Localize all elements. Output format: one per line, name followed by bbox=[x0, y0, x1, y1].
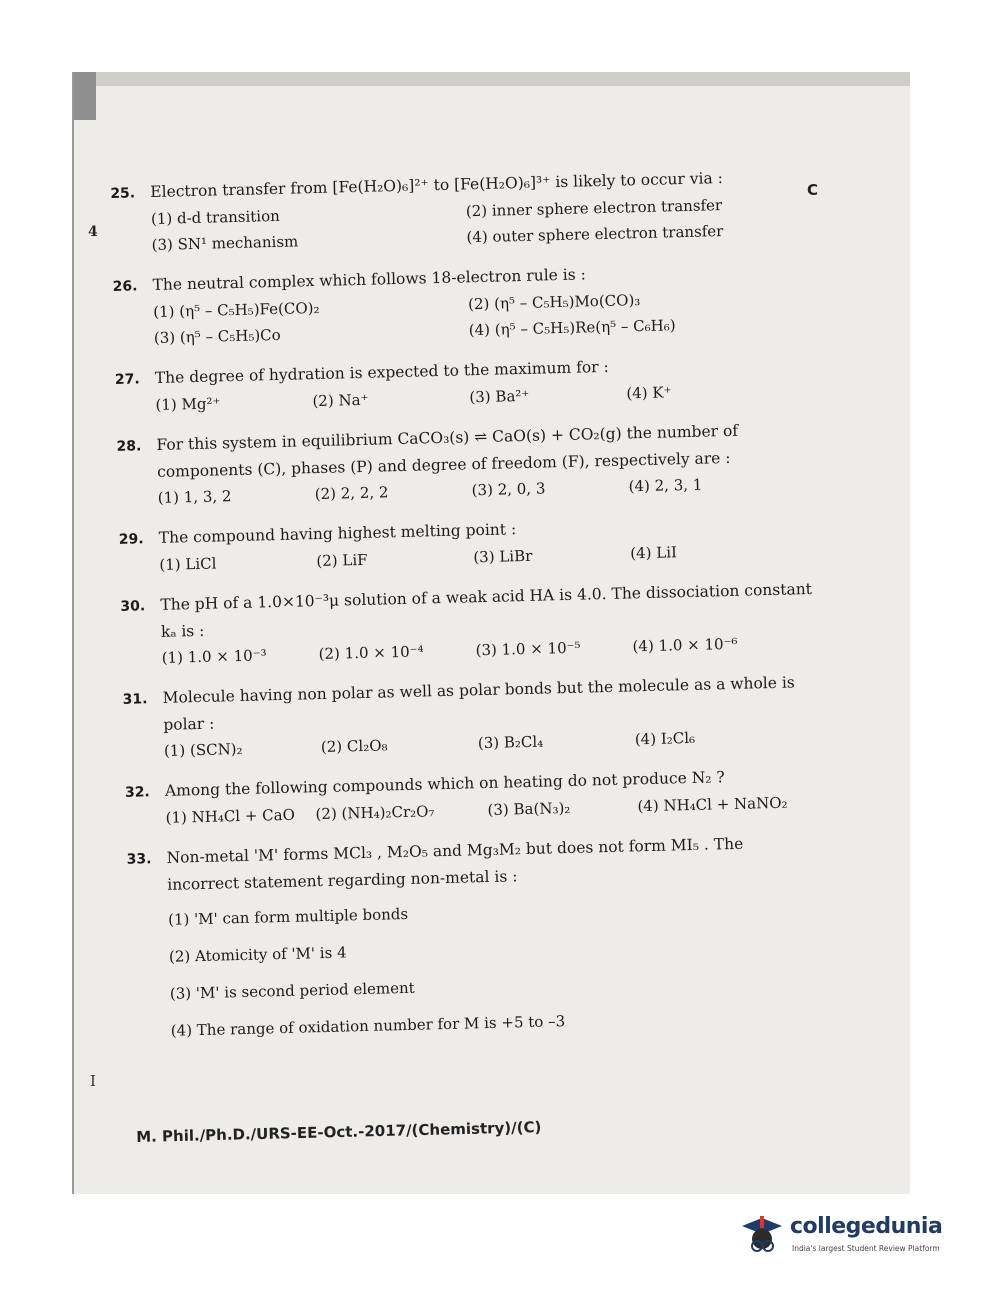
paper-set-letter: C bbox=[807, 181, 819, 199]
question-number: 26. bbox=[112, 278, 138, 295]
scan-top-edge bbox=[74, 72, 910, 86]
option-1: (1) (SCN)₂ bbox=[163, 739, 243, 760]
option-1: (1) LiCl bbox=[159, 554, 217, 574]
option-2: (2) (η⁵ – C₅H₅)Mo(CO)₃ bbox=[467, 291, 641, 314]
option-1: (1) 1, 3, 2 bbox=[157, 487, 232, 507]
option-4: (4) LiI bbox=[630, 543, 678, 563]
option-4: (4) 2, 3, 1 bbox=[628, 475, 703, 496]
option-3: (3) 2, 0, 3 bbox=[471, 479, 546, 500]
option-3: (3) Ba²⁺ bbox=[469, 386, 530, 407]
option-3: (3) 'M' is second period element bbox=[169, 978, 415, 1003]
option-3: (3) SN¹ mechanism bbox=[151, 232, 299, 255]
page-number: 4 bbox=[88, 224, 98, 240]
logo-tagline: India's largest Student Review Platform bbox=[792, 1244, 940, 1253]
question-text-cont: polar : bbox=[163, 714, 215, 734]
option-2: (2) inner sphere electron transfer bbox=[465, 196, 723, 221]
option-4: (4) I₂Cl₆ bbox=[634, 728, 696, 749]
question-29 bbox=[118, 507, 879, 579]
logo-wordmark: collegedunia bbox=[790, 1214, 943, 1239]
option-4: (4) outer sphere electron transfer bbox=[466, 222, 724, 247]
option-4: (4) NH₄Cl + NaNO₂ bbox=[637, 793, 788, 816]
question-text: The pH of a 1.0×10⁻³μ solution of a weak acid HA is 4.0. The dissociation constant bbox=[160, 579, 813, 614]
question-number: 30. bbox=[120, 598, 146, 615]
option-4: (4) K⁺ bbox=[626, 383, 672, 403]
option-1: (1) 1.0 × 10⁻³ bbox=[161, 646, 267, 667]
question-number: 31. bbox=[122, 691, 148, 708]
option-3: (3) 1.0 × 10⁻⁵ bbox=[475, 638, 581, 660]
option-3: (3) (η⁵ – C₅H₅)Co bbox=[153, 325, 281, 347]
graduate-mascot-icon bbox=[738, 1212, 784, 1256]
question-33 bbox=[126, 827, 891, 1051]
option-4: (4) 1.0 × 10⁻⁶ bbox=[632, 634, 738, 656]
margin-mark: I bbox=[90, 1072, 96, 1090]
question-31 bbox=[122, 667, 884, 765]
option-2: (2) (NH₄)₂Cr₂O₇ bbox=[315, 802, 435, 824]
question-number: 27. bbox=[114, 371, 140, 388]
question-text: Molecule having non polar as well as polar bonds but the molecule as a whole is bbox=[162, 673, 795, 707]
option-2: (2) LiF bbox=[316, 550, 368, 571]
option-2: (2) 2, 2, 2 bbox=[314, 483, 389, 504]
question-text: Among the following compounds which on heating do not produce N₂ ? bbox=[164, 768, 725, 800]
option-3: (3) Ba(N₃)₂ bbox=[487, 798, 571, 819]
question-number: 33. bbox=[126, 851, 152, 868]
question-text: Electron transfer from [Fe(H₂O)₆]²⁺ to [Fe(H₂O)₆]³⁺ is likely to occur via : bbox=[150, 169, 724, 202]
collegedunia-logo[interactable] bbox=[738, 1210, 968, 1260]
question-text: The degree of hydration is expected to the maximum for : bbox=[154, 357, 609, 387]
option-1: (1) Mg²⁺ bbox=[155, 394, 221, 414]
question-32 bbox=[125, 760, 886, 832]
option-2: (2) 1.0 × 10⁻⁴ bbox=[318, 642, 424, 664]
question-text-cont: incorrect statement regarding non-metal is : bbox=[167, 867, 518, 894]
question-text-cont: components (C), phases (P) and degree of freedom (F), respectively are : bbox=[156, 448, 731, 481]
question-27 bbox=[115, 347, 876, 419]
paper-footer: M. Phil./Ph.D./URS-EE-Oct.-2017/(Chemistry)/(C) bbox=[136, 1118, 542, 1146]
question-text: The compound having highest melting point : bbox=[158, 520, 517, 547]
question-number: 25. bbox=[110, 185, 136, 202]
option-2: (2) Na⁺ bbox=[312, 390, 369, 411]
question-text-cont: kₐ is : bbox=[160, 621, 205, 641]
question-list bbox=[110, 161, 891, 1064]
question-number: 32. bbox=[124, 784, 150, 801]
option-1: (1) 'M' can form multiple bonds bbox=[167, 904, 409, 929]
option-2: (2) Cl₂O₈ bbox=[320, 736, 388, 757]
question-26 bbox=[112, 254, 874, 352]
option-4: (4) The range of oxidation number for M is +5 to –3 bbox=[170, 1012, 566, 1040]
option-1: (1) d-d transition bbox=[150, 206, 281, 229]
question-text: The neutral complex which follows 18-electron rule is : bbox=[152, 265, 587, 294]
question-text: For this system in equilibrium CaCO₃(s) ⇌ CaO(s) + CO₂(g) the number of bbox=[156, 421, 739, 454]
question-number: 28. bbox=[116, 438, 142, 455]
question-number: 29. bbox=[118, 531, 144, 548]
question-28 bbox=[116, 414, 878, 512]
option-4: (4) (η⁵ – C₅H₅)Re(η⁵ – C₆H₆) bbox=[468, 316, 676, 340]
question-30 bbox=[120, 574, 882, 672]
option-2: (2) Atomicity of 'M' is 4 bbox=[168, 943, 347, 966]
option-1: (1) (η⁵ – C₅H₅)Fe(CO)₂ bbox=[153, 298, 320, 321]
option-3: (3) LiBr bbox=[473, 546, 533, 567]
option-1: (1) NH₄Cl + CaO bbox=[165, 805, 296, 827]
option-3: (3) B₂Cl₄ bbox=[477, 732, 544, 753]
scan-corner-tab bbox=[74, 72, 96, 120]
question-text: Non-metal 'M' forms MCl₃ , M₂O₅ and Mg₃M₂ but does not form MI₅ . The bbox=[166, 834, 744, 867]
